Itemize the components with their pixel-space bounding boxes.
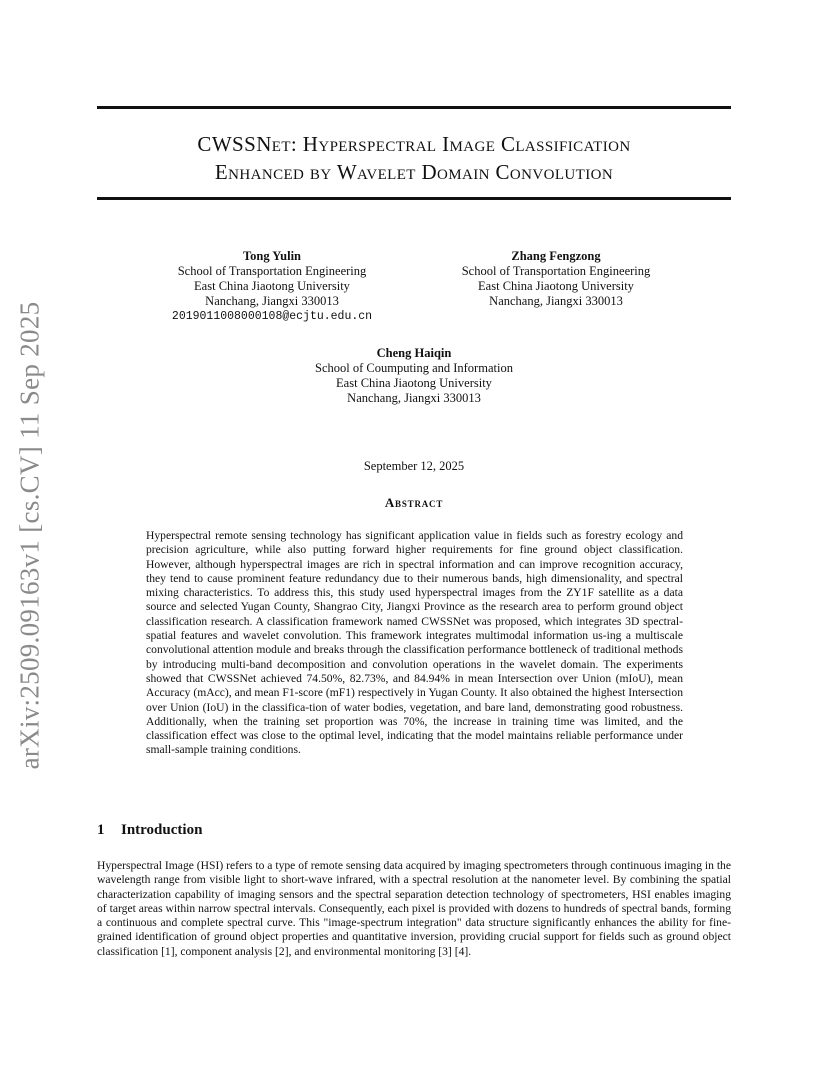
abstract-text: Hyperspectral remote sensing technology has significant application value in fields such as forestry ecology and precision agriculture, while also putting forward higher requirements for fine ground object classification. However, although hyperspectral images are rich in spectral information and can improve recognition accuracy, they tend to cause prominent feature redundancy due to their numerous bands, high dimensionality, and spectral mixing characteristics. To address this, this study used hyperspectral images from the ZY1F satellite as a data source and selected Yugan County, Shangrao City, Jiangxi Province as the research area to perform ground object classification research. A classification framework named CWSSNet was proposed, which integrates 3D spectral-spatial features and wavelet convolution. This framework integrates multimodal information us-ing a multiscale convolutional attention module and breaks through the classification performance bottleneck of traditional methods by introducing multi-band decomposition and convolution operations in the wavelet domain. The experiments showed that CWSSNet achieved 74.50%, 82.73%, and 84.94% in mean Intersection over Union (mIoU), mean Accuracy (mAcc), and mean F1-score (mF1) respectively in Yugan County. It also obtained the highest Intersection over Union (IoU) in the classifica-tion of water bodies, vegetation, and bare land, demonstrating good robustness. Additionally, when the training set proportion was 70%, the increase in training time was limited, and the classification effect was close to the optimal level, indicating that the model maintains reliable performance under small-sample training conditions. (146, 529, 683, 757)
author-email-link[interactable]: 2019011008000108@ecjtu.edu.cn (171, 310, 373, 323)
author-address: Nanchang, Jiangxi 330013 (489, 294, 623, 308)
paper-title-line-1: CWSSNet: Hyperspectral Image Classification (197, 132, 631, 156)
introduction-paragraph: Hyperspectral Image (HSI) refers to a type of remote sensing data acquired by imaging spectrometers through continuous imaging in the wavelength range from visible light to short-wave infrared, with a spectral resolution at the nanometer level. By combining the spatial characterization capability of imaging sensors and the spectral separation detection technology of spectrometers, HSI enables imaging of target areas within narrow spectral intervals. Consequently, each pixel is provided with dozens to hundreds of spectral bands, forming a continuous and complete spectral curve. This "image-spectrum integration" data structure significantly enhances the ability for fine-grained identification of ground object properties and quantitative inversion, providing crucial support for fields such as ground object classification [1], component analysis [2], and environmental monitoring [3] [4]. (97, 859, 731, 958)
author-name: Tong Yulin (242, 249, 302, 263)
author-institution: East China Jiaotong University (478, 279, 634, 293)
author-name: Cheng Haiqin (376, 346, 452, 360)
section-title: Introduction (121, 822, 203, 838)
author-block-3 (274, 346, 554, 406)
author-affiliation: School of Transportation Engineering (177, 264, 367, 278)
paper-title-line-2: Enhanced by Wavelet Domain Convolution (214, 160, 614, 184)
title-top-rule (97, 106, 731, 109)
arxiv-identifier-stamp[interactable] (10, 300, 50, 770)
section-heading-introduction (97, 822, 202, 839)
author-address: Nanchang, Jiangxi 330013 (347, 391, 481, 405)
paper-title (97, 130, 731, 186)
paper-date: September 12, 2025 (363, 459, 465, 473)
abstract-heading: Abstract (384, 495, 444, 510)
title-bottom-rule (97, 197, 731, 200)
author-block-2 (436, 249, 676, 309)
author-address: Nanchang, Jiangxi 330013 (205, 294, 339, 308)
author-name: Zhang Fengzong (511, 249, 601, 263)
author-affiliation: School of Transportation Engineering (461, 264, 651, 278)
section-number: 1 (97, 822, 105, 838)
author-institution: East China Jiaotong University (336, 376, 492, 390)
arxiv-identifier-text: arXiv:2509.09163v1 [cs.CV] 11 Sep 2025 (14, 301, 45, 769)
author-institution: East China Jiaotong University (194, 279, 350, 293)
author-block-1 (152, 249, 392, 324)
author-affiliation: School of Coumputing and Information (315, 361, 513, 375)
